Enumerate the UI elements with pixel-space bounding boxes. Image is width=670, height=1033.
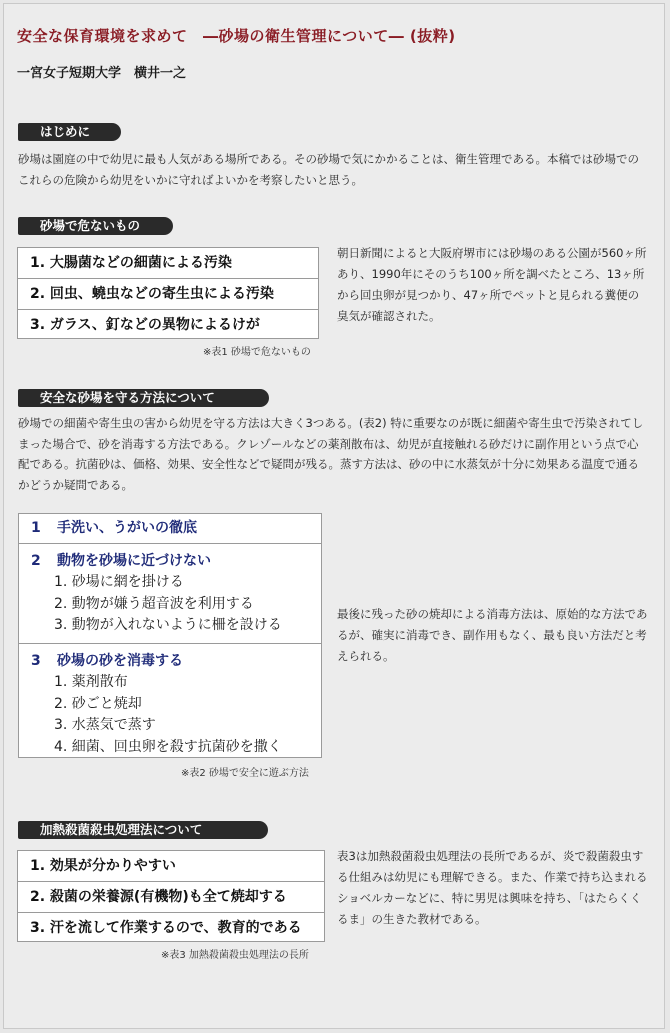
- page-title: 安全な保育環境を求めて ―砂場の衛生管理について― (抜粋): [17, 27, 456, 45]
- methods-caption: ※表2 砂場で安全に遊ぶ方法: [181, 768, 309, 779]
- section-heading-dangers: 砂場で危ないもの: [18, 217, 173, 235]
- methods-item: 3. 水蒸気で蒸す: [54, 717, 156, 733]
- methods-group-title: [19, 650, 321, 672]
- heating-table: [17, 850, 325, 942]
- dangers-caption: ※表1 砂場で危ないもの: [203, 347, 311, 358]
- heating-item: 1. 効果が分かりやすい: [18, 851, 324, 882]
- dangers-side-text: 朝日新聞によると大阪府堺市には砂場のある公園が560ヶ所あり、1990年にそのうち100ヶ所を調べたところ、13ヶ所から回虫卵が見つかり、47ヶ所でペットと見られる糞便の臭気が確認された。: [337, 246, 647, 323]
- dangers-item: 1. 大腸菌などの細菌による汚染: [18, 248, 318, 279]
- methods-paragraph: 砂場での細菌や寄生虫の害から幼児を守る方法は大きく3つある。(表2) 特に重要なのが既に細菌や寄生虫で汚染されてしまった場合で、砂を消毒する方法である。クレゾールなどの薬剤散布は、幼児が直接触れる砂だけに副作用という点で心配である。抗菌砂は、価格、効果、安全性などで疑問が残る。蒸す方法は、砂の中に水蒸気が十分に効果ある温度で通るかどうか疑問である。: [18, 416, 644, 492]
- methods-side-text: 最後に残った砂の焼却による消毒方法は、原始的な方法であるが、確実に消毒でき、副作用もなく、最も良い方法だと考えられる。: [337, 607, 648, 663]
- section-heading-methods: 安全な砂場を守る方法について: [18, 389, 269, 407]
- methods-group-number: 3: [31, 653, 41, 669]
- intro-paragraph: 砂場は園庭の中で幼児に最も人気がある場所である。その砂場で気にかかることは、衛生管理である。本稿では砂場でのこれらの危険から幼児をいかに守ればよいかを考察したいと思う。: [18, 152, 639, 187]
- methods-group-number: 2: [31, 553, 41, 569]
- methods-item: 1. 薬剤散布: [54, 674, 128, 690]
- section-heading-intro: はじめに: [18, 123, 121, 141]
- dangers-item: 3. ガラス、釘などの異物によるけが: [30, 317, 260, 333]
- heating-item: 3. 汗を流して作業するので、教育的である: [30, 920, 302, 936]
- heating-caption: ※表3 加熱殺菌殺虫処理法の長所: [161, 950, 309, 961]
- methods-group: [19, 544, 321, 644]
- heating-side-text: 表3は加熱殺菌殺虫処理法の長所であるが、炎で殺菌殺虫する仕組みは幼児にも理解できる。また、作業で持ち込まれるショベルカーなどに、特に男児は興味を持ち、「はたらくくるま」の生きた教材である。: [337, 849, 648, 926]
- methods-group-title: [19, 514, 321, 543]
- dangers-item: 2. 回虫、蟯虫などの寄生虫による汚染: [18, 279, 318, 310]
- methods-group-label: 手洗い、うがいの徹底: [57, 520, 197, 536]
- methods-group-label: 動物を砂場に近づけない: [57, 553, 211, 569]
- methods-item: 4. 細菌、回虫卵を殺す抗菌砂を撒く: [54, 738, 282, 755]
- methods-item: 2. 動物が嫌う超音波を利用する: [54, 595, 254, 612]
- section-heading-heating: 加熱殺菌殺虫処理法について: [18, 821, 268, 839]
- methods-item: 3. 動物が入れないように柵を設ける: [54, 617, 282, 633]
- methods-item: 1. 砂場に網を掛ける: [54, 574, 184, 590]
- methods-group-label: 砂場の砂を消毒する: [57, 653, 183, 669]
- methods-group-title: [19, 550, 321, 572]
- methods-group: [19, 644, 321, 758]
- methods-table: [18, 513, 322, 758]
- methods-item: 2. 砂ごと焼却: [54, 695, 142, 712]
- heating-item: 2. 殺菌の栄養源(有機物)も全て焼却する: [18, 882, 324, 913]
- author: 一宮女子短期大学 横井一之: [17, 66, 187, 81]
- methods-group: [19, 514, 321, 544]
- dangers-table: [17, 247, 319, 339]
- methods-group-number: 1: [31, 520, 41, 536]
